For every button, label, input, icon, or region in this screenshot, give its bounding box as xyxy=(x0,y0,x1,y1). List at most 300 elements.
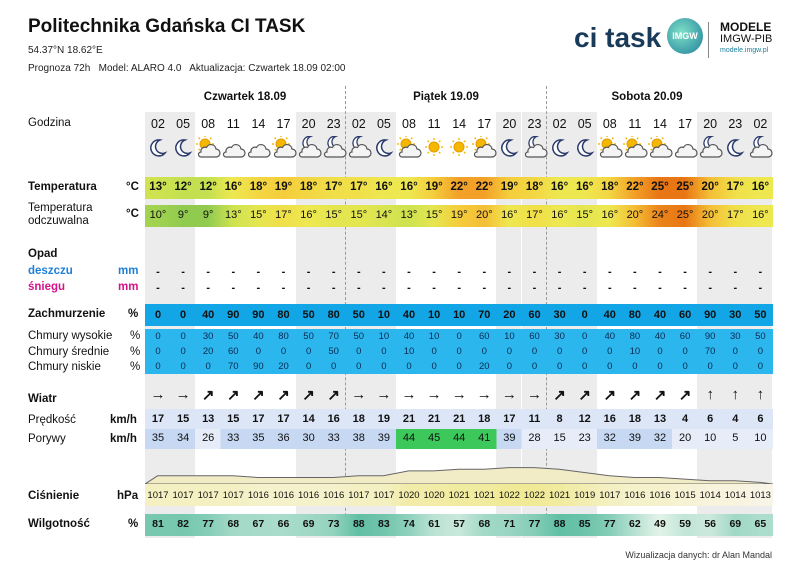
humidity-cell: 77 xyxy=(528,518,541,530)
label-feels-like: Temperatura xyxy=(28,202,93,214)
label-snow: śniegu xyxy=(28,281,66,293)
rain-cell: - xyxy=(507,266,512,278)
snow-cell: - xyxy=(733,282,738,294)
gusts-cell: 32 xyxy=(653,432,667,444)
wind-direction-icon: ↗ xyxy=(578,387,591,404)
temperature-cell: 17° xyxy=(350,181,368,193)
humidity-cell: 71 xyxy=(503,518,516,530)
pressure-cell: 1014 xyxy=(724,490,746,501)
forecast-info xyxy=(28,63,345,74)
mid-clouds-cell: 0 xyxy=(732,346,738,357)
cloud-cover-cell: 40 xyxy=(653,309,667,321)
snow-cell: - xyxy=(181,282,185,294)
hour-cell: 17 xyxy=(678,117,693,131)
low-clouds-cell: 90 xyxy=(253,361,264,372)
low-clouds-cell: 0 xyxy=(331,361,337,372)
moon-cloud-icon xyxy=(747,136,773,162)
label-gusts: Porywy xyxy=(28,433,66,445)
humidity-cell: 69 xyxy=(302,518,315,530)
wind-speed-cell: 15 xyxy=(176,413,190,425)
label-rain: deszczu xyxy=(28,265,73,277)
low-clouds-cell: 0 xyxy=(682,361,688,372)
imgw-logo-url: modele.imgw.pl xyxy=(720,47,769,54)
imgw-logo-sub: IMGW-PIB xyxy=(720,33,773,45)
cloud-cover-cell: 80 xyxy=(628,309,642,321)
humidity-cell: 68 xyxy=(227,518,240,530)
mid-clouds-cell: 0 xyxy=(607,346,613,357)
hour-cell: 20 xyxy=(502,117,517,131)
cloud-cover-cell: 90 xyxy=(227,309,240,321)
wind-speed-cell: 8 xyxy=(556,413,563,425)
snow-cell: - xyxy=(532,282,537,294)
hour-cell: 14 xyxy=(452,117,467,131)
sun-cloud-icon xyxy=(195,136,221,162)
label-high-clouds: Chmury wysokie xyxy=(28,330,113,342)
high-clouds-cell: 10 xyxy=(378,331,390,342)
high-clouds-cell: 0 xyxy=(180,331,186,342)
rain-cell: - xyxy=(457,266,462,278)
humidity-cell: 74 xyxy=(403,518,415,530)
hour-cell: 05 xyxy=(376,117,391,131)
rain-cell: - xyxy=(683,266,687,278)
moon-icon xyxy=(722,136,748,162)
mid-clouds-cell: 10 xyxy=(629,346,641,357)
hour-cell: 11 xyxy=(226,117,240,131)
pressure-cell: 1017 xyxy=(373,490,395,501)
high-clouds-cell: 10 xyxy=(504,331,515,342)
high-clouds-cell: 40 xyxy=(253,331,264,342)
pressure-curve xyxy=(145,462,773,484)
feels-like-cell: 13° xyxy=(400,209,418,221)
wind-direction-icon: ↑ xyxy=(756,386,765,403)
wind-direction-icon: → xyxy=(476,386,492,403)
low-clouds-cell: 0 xyxy=(305,361,312,372)
moon-cloud-icon xyxy=(321,136,347,162)
wind-speed-cell: 13 xyxy=(653,413,667,425)
low-clouds-cell: 0 xyxy=(707,361,713,372)
high-clouds-cell: 50 xyxy=(228,331,239,342)
pressure-cell: 1016 xyxy=(624,490,646,501)
pressure-cell: 1022 xyxy=(523,490,546,501)
hour-cell: 17 xyxy=(477,117,492,131)
pressure-cell: 1016 xyxy=(323,490,345,501)
snow-cell: - xyxy=(407,282,411,294)
low-clouds-cell: 0 xyxy=(506,361,513,372)
gusts-cell: 10 xyxy=(704,432,717,444)
rain-cell: - xyxy=(633,266,637,278)
wind-speed-cell: 15 xyxy=(227,413,240,425)
unit-feels-like: °C xyxy=(126,208,139,220)
hour-cell: 11 xyxy=(427,117,441,131)
mid-clouds-cell: 20 xyxy=(202,346,214,357)
feels-like-cell: 20° xyxy=(475,209,493,221)
wind-speed-cell: 6 xyxy=(757,413,764,425)
gusts-cell: 44 xyxy=(453,432,466,444)
cloud-cover-cell: 30 xyxy=(553,309,566,321)
humidity-cell: 82 xyxy=(177,518,189,530)
unit-snow: mm xyxy=(118,281,139,293)
feels-like-cell: 10° xyxy=(149,209,167,221)
feels-like-cell: 13° xyxy=(224,209,242,221)
high-clouds-cell: 70 xyxy=(328,331,339,342)
snow-cell: - xyxy=(633,282,637,294)
wind-speed-cell: 21 xyxy=(402,413,416,425)
wind-direction-icon: → xyxy=(401,386,417,403)
label-wind: Wiatr xyxy=(28,393,57,405)
wind-speed-cell: 17 xyxy=(277,413,290,425)
cloud-cover-cell: 0 xyxy=(180,309,187,321)
pressure-cell: 1013 xyxy=(749,490,771,501)
temperature-cell: 13° xyxy=(149,181,167,193)
humidity-cell: 88 xyxy=(352,518,365,530)
snow-cell: - xyxy=(156,282,160,294)
rain-cell: - xyxy=(482,266,487,278)
gusts-cell: 39 xyxy=(377,432,391,444)
high-clouds-cell: 40 xyxy=(654,331,666,342)
snow-cell: - xyxy=(432,282,436,294)
temperature-cell: 16° xyxy=(751,181,770,193)
temperature-cell: 22° xyxy=(626,181,644,193)
model-label: Model: xyxy=(98,63,129,74)
humidity-cell: 61 xyxy=(428,518,440,530)
mid-clouds-cell: 10 xyxy=(403,346,415,357)
snow-cell: - xyxy=(256,282,261,294)
update-value: Czwartek 18.09 02:00 xyxy=(248,63,346,74)
rain-cell: - xyxy=(331,266,336,278)
humidity-cell: 77 xyxy=(202,518,215,530)
low-clouds-cell: 0 xyxy=(356,361,362,372)
unit-high-clouds: % xyxy=(130,330,141,342)
snow-cell: - xyxy=(708,282,713,294)
label-hour: Godzina xyxy=(28,117,71,129)
unit-humidity: % xyxy=(128,518,139,530)
label-humidity: Wilgotność xyxy=(28,518,90,530)
mid-clouds-cell: 0 xyxy=(305,346,312,357)
feels-like-cell: 16° xyxy=(300,209,317,221)
snow-cell: - xyxy=(582,282,587,294)
high-clouds-cell: 30 xyxy=(554,331,565,342)
low-clouds-cell: 20 xyxy=(278,361,289,372)
label-feels-like-2: odczuwalna xyxy=(28,215,89,227)
rain-cell: - xyxy=(758,266,763,278)
cloud-cover-cell: 70 xyxy=(478,309,491,321)
pressure-cell: 1015 xyxy=(674,490,696,501)
coordinates: 54.37°N 18.62°E xyxy=(28,45,103,56)
mid-clouds-cell: 0 xyxy=(657,346,663,357)
cloud-cover-cell: 40 xyxy=(202,309,215,321)
feels-like-cell: 14° xyxy=(375,209,393,221)
wind-speed-cell: 21 xyxy=(453,413,466,425)
cloud-cover-cell: 20 xyxy=(503,309,516,321)
cloud-cover-cell: 90 xyxy=(252,309,265,321)
cloud-cover-cell: 50 xyxy=(352,309,365,321)
humidity-cell: 49 xyxy=(654,518,666,530)
pressure-cell: 1016 xyxy=(649,490,671,501)
rain-cell: - xyxy=(231,266,236,278)
pressure-cell: 1021 xyxy=(473,490,495,501)
temperature-cell: 12° xyxy=(174,181,192,193)
feels-like-cell: 25° xyxy=(676,209,694,221)
high-clouds-cell: 60 xyxy=(529,331,540,342)
wind-direction-icon: ↗ xyxy=(628,387,642,404)
high-clouds-cell: 80 xyxy=(629,331,641,342)
feels-like-cell: 20° xyxy=(701,209,719,221)
cloud-cover-cell: 40 xyxy=(402,309,416,321)
low-clouds-cell: 0 xyxy=(406,361,412,372)
humidity-cell: 81 xyxy=(152,518,164,530)
feels-like-cell: 16° xyxy=(551,209,568,221)
pressure-cell: 1017 xyxy=(222,490,244,501)
wind-speed-cell: 4 xyxy=(732,413,739,425)
wind-speed-cell: 4 xyxy=(682,413,689,425)
feels-like-cell: 15° xyxy=(325,209,342,221)
unit-gusts: km/h xyxy=(110,433,137,445)
temperature-cell: 17° xyxy=(726,181,744,193)
wind-direction-icon: ↑ xyxy=(731,386,740,403)
wind-direction-icon: ↗ xyxy=(277,387,290,404)
gusts-cell: 30 xyxy=(302,432,315,444)
hour-cell: 08 xyxy=(402,117,416,131)
rain-cell: - xyxy=(658,266,662,278)
wind-direction-icon: → xyxy=(376,386,392,403)
high-clouds-cell: 50 xyxy=(755,331,766,342)
pressure-cell: 1017 xyxy=(348,490,370,501)
wind-speed-cell: 17 xyxy=(503,413,516,425)
hour-cell: 08 xyxy=(201,117,216,131)
wind-direction-icon: → xyxy=(501,386,517,403)
feels-like-cell: 17° xyxy=(526,209,543,221)
wind-direction-icon: ↗ xyxy=(603,387,617,404)
cloud-icon xyxy=(220,136,246,162)
wind-speed-cell: 16 xyxy=(327,413,340,425)
rain-cell: - xyxy=(607,266,612,278)
humidity-cell: 68 xyxy=(478,518,491,530)
feels-like-cell: 9° xyxy=(202,209,214,221)
low-clouds-cell: 0 xyxy=(757,361,764,372)
temperature-cell: 16° xyxy=(400,181,418,193)
moon-icon xyxy=(145,136,171,162)
temperature-cell: 16° xyxy=(224,181,242,193)
pressure-cell: 1020 xyxy=(423,490,445,501)
rain-cell: - xyxy=(557,266,562,278)
wind-speed-cell: 19 xyxy=(377,413,391,425)
forecast-range: Prognoza 72h xyxy=(28,63,91,74)
mid-clouds-cell: 0 xyxy=(431,346,437,357)
mid-clouds-cell: 0 xyxy=(180,346,186,357)
feels-like-cell: 17° xyxy=(726,209,744,221)
high-clouds-cell: 30 xyxy=(202,331,214,342)
imgw-logo-icon: IMGW xyxy=(667,18,703,54)
snow-cell: - xyxy=(683,282,687,294)
humidity-cell: 73 xyxy=(327,518,340,530)
unit-temperature: °C xyxy=(126,181,139,193)
wind-direction-icon: ↗ xyxy=(227,387,240,404)
sun-cloud-icon xyxy=(622,136,648,162)
model-value: ALARO 4.0 xyxy=(130,63,182,74)
rain-cell: - xyxy=(356,266,361,278)
snow-cell: - xyxy=(457,282,462,294)
pressure-area xyxy=(145,468,773,484)
cloud-cover-cell: 30 xyxy=(729,309,742,321)
label-precipitation: Opad xyxy=(28,248,58,260)
temperature-cell: 16° xyxy=(550,181,569,193)
gusts-cell: 35 xyxy=(252,432,265,444)
snow-cell: - xyxy=(356,282,361,294)
label-low-clouds: Chmury niskie xyxy=(28,361,101,373)
humidity-cell: 85 xyxy=(578,518,591,530)
high-clouds-cell: 40 xyxy=(403,331,415,342)
pressure-cell: 1017 xyxy=(172,490,194,501)
mid-clouds-cell: 0 xyxy=(456,346,462,357)
update-label: Aktualizacja: xyxy=(189,63,246,74)
cloud-cover-cell: 10 xyxy=(453,309,466,321)
pressure-cell: 1021 xyxy=(549,490,571,501)
hour-cell: 05 xyxy=(176,117,191,131)
snow-cell: - xyxy=(758,282,763,294)
pressure-cell: 1020 xyxy=(398,490,420,501)
snow-cell: - xyxy=(607,282,612,294)
hour-cell: 02 xyxy=(552,117,567,131)
humidity-cell: 69 xyxy=(729,518,742,530)
wind-speed-cell: 16 xyxy=(603,413,616,425)
cloud-cover-cell: 0 xyxy=(154,309,162,321)
pressure-cell: 1014 xyxy=(699,490,721,501)
mid-clouds-cell: 0 xyxy=(381,346,387,357)
wind-direction-icon: → xyxy=(150,386,166,403)
rain-cell: - xyxy=(432,266,436,278)
low-clouds-cell: 0 xyxy=(456,361,462,372)
mid-clouds-cell: 0 xyxy=(255,346,262,357)
hour-cell: 14 xyxy=(653,117,667,131)
cloud-cover-cell: 10 xyxy=(427,309,441,321)
sun-icon xyxy=(421,136,447,162)
pressure-cell: 1016 xyxy=(298,490,320,501)
label-pressure: Ciśnienie xyxy=(28,490,80,502)
pressure-cell: 1021 xyxy=(448,490,470,501)
temperature-cell: 17° xyxy=(324,181,343,193)
hour-cell: 02 xyxy=(753,117,768,131)
mid-clouds-cell: 0 xyxy=(155,346,161,357)
rain-cell: - xyxy=(281,266,286,278)
high-clouds-cell: 30 xyxy=(730,331,741,342)
wind-speed-cell: 14 xyxy=(302,413,315,425)
gusts-cell: 28 xyxy=(528,432,541,444)
wind-direction-icon: ↗ xyxy=(252,387,265,404)
moon-icon xyxy=(496,136,522,162)
humidity-cell: 59 xyxy=(679,518,691,530)
wind-direction-icon: ↗ xyxy=(201,387,215,404)
wind-speed-cell: 18 xyxy=(352,413,365,425)
low-clouds-cell: 0 xyxy=(732,361,738,372)
low-clouds-cell: 0 xyxy=(205,361,211,372)
wind-speed-cell: 21 xyxy=(427,413,441,425)
cloud-cover-cell: 50 xyxy=(754,309,767,321)
wind-direction-icon: → xyxy=(351,386,367,403)
high-clouds-cell: 10 xyxy=(428,331,440,342)
wind-speed-cell: 6 xyxy=(707,413,714,425)
sun-cloud-icon xyxy=(396,136,422,162)
temperature-cell: 19° xyxy=(425,181,443,193)
moon-icon xyxy=(371,136,397,162)
feels-like-cell: 16° xyxy=(752,209,769,221)
feels-like-cell: 15° xyxy=(350,209,368,221)
mid-clouds-cell: 0 xyxy=(481,346,487,357)
mid-clouds-cell: 70 xyxy=(704,346,716,357)
gusts-cell: 35 xyxy=(151,432,165,444)
feels-like-cell: 9° xyxy=(177,209,189,221)
feels-like-cell: 16° xyxy=(601,209,619,221)
logo-divider xyxy=(708,22,709,58)
cloud-cover-cell: 10 xyxy=(377,309,391,321)
temperature-cell: 18° xyxy=(601,181,619,193)
wind-direction-icon: ↗ xyxy=(678,387,692,404)
gusts-cell: 32 xyxy=(603,432,616,444)
gusts-cell: 20 xyxy=(678,432,692,444)
hour-cell: 20 xyxy=(703,117,718,131)
feels-like-cell: 20° xyxy=(626,209,644,221)
gusts-cell: 33 xyxy=(327,432,340,444)
gusts-cell: 36 xyxy=(277,432,290,444)
temperature-cell: 16° xyxy=(375,181,393,193)
temperature-cell: 16° xyxy=(575,181,594,193)
pressure-cell: 1017 xyxy=(197,490,219,501)
sun-cloud-icon xyxy=(271,136,297,162)
gusts-cell: 33 xyxy=(227,432,240,444)
temperature-cell: 12° xyxy=(199,181,217,193)
rain-cell: - xyxy=(382,266,386,278)
moon-cloud-icon xyxy=(296,136,322,162)
temperature-cell: 18° xyxy=(525,181,544,193)
feels-like-cell: 17° xyxy=(275,209,292,221)
temperature-cell: 19° xyxy=(274,181,293,193)
cloud-cover-cell: 50 xyxy=(302,309,315,321)
temperature-cell: 22° xyxy=(475,181,493,193)
mid-clouds-cell: 0 xyxy=(531,346,538,357)
moon-cloud-icon xyxy=(522,136,548,162)
wind-direction-icon: ↗ xyxy=(327,387,340,404)
wind-speed-cell: 18 xyxy=(628,413,642,425)
gusts-cell: 34 xyxy=(176,432,190,444)
snow-cell: - xyxy=(231,282,236,294)
low-clouds-cell: 0 xyxy=(531,361,538,372)
snow-cell: - xyxy=(658,282,662,294)
mid-clouds-cell: 0 xyxy=(556,346,563,357)
low-clouds-cell: 0 xyxy=(180,361,186,372)
high-clouds-cell: 40 xyxy=(604,331,616,342)
humidity-cell: 62 xyxy=(629,518,641,530)
unit-cloud-cover: % xyxy=(128,308,139,320)
sun-cloud-icon xyxy=(647,136,673,162)
mid-clouds-cell: 0 xyxy=(757,346,764,357)
cloud-icon xyxy=(672,136,698,162)
hour-cell: 14 xyxy=(251,117,266,131)
pressure-cell: 1017 xyxy=(147,490,169,501)
footer-credit: Wizualizacja danych: dr Alan Mandal xyxy=(625,550,772,560)
hour-cell: 23 xyxy=(326,117,341,131)
wind-direction-icon: ↗ xyxy=(553,387,566,404)
cloud-cover-cell: 90 xyxy=(704,309,717,321)
pressure-cell: 1016 xyxy=(272,490,295,501)
mid-clouds-cell: 50 xyxy=(328,346,339,357)
mid-clouds-cell: 0 xyxy=(506,346,513,357)
wind-speed-cell: 11 xyxy=(528,413,541,425)
rain-cell: - xyxy=(733,266,738,278)
wind-direction-icon: ↗ xyxy=(653,387,667,404)
humidity-cell: 83 xyxy=(378,518,390,530)
hour-cell: 02 xyxy=(151,117,165,131)
unit-mid-clouds: % xyxy=(130,346,141,358)
hour-cell: 11 xyxy=(628,117,642,131)
